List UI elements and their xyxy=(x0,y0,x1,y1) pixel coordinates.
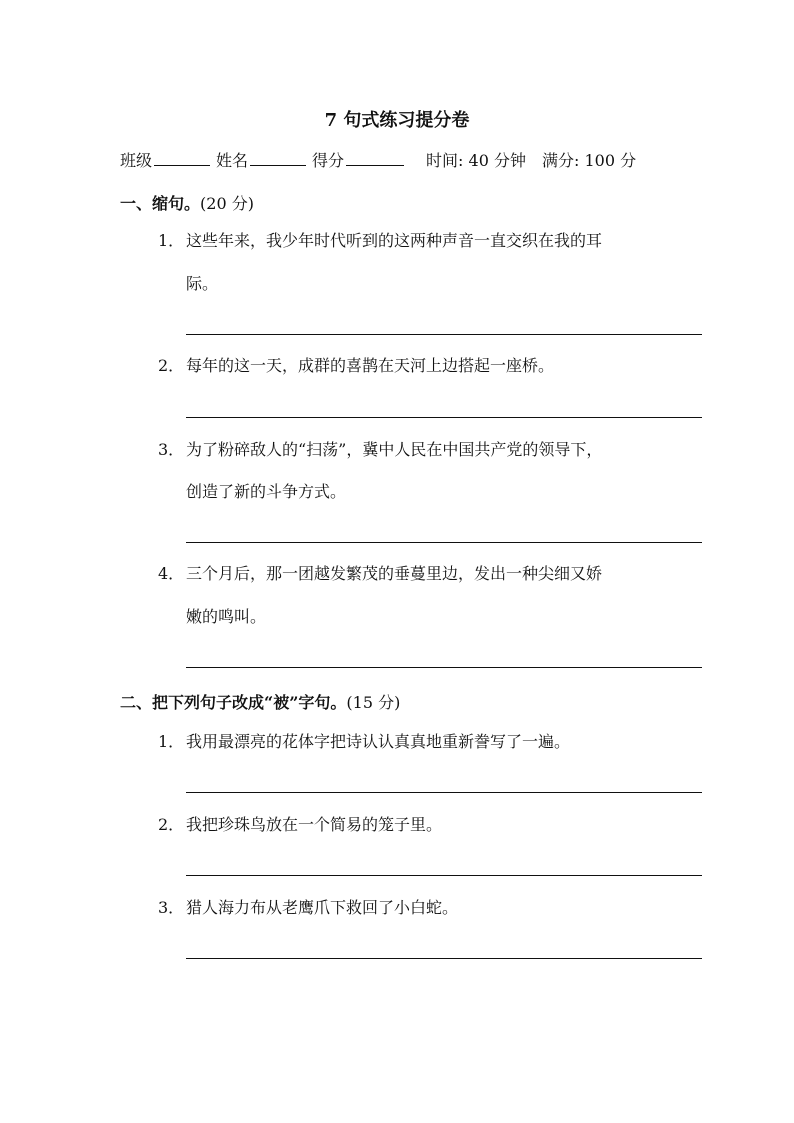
question-text-line: 嫩的鸣叫。 xyxy=(186,607,267,626)
time-text: 时间: 40 分钟 xyxy=(426,151,526,170)
question-number: 3． xyxy=(158,898,185,917)
section-2-points: (15 分) xyxy=(346,693,401,712)
score-blank[interactable] xyxy=(346,149,404,166)
question-text-line: 创造了新的斗争方式。 xyxy=(186,482,347,501)
name-blank[interactable] xyxy=(250,149,306,166)
answer-line-1-4[interactable] xyxy=(186,667,702,668)
answer-line-2-2[interactable] xyxy=(186,875,702,876)
question-number: 4． xyxy=(158,564,185,583)
score-label: 得分 xyxy=(312,151,345,170)
question-number: 2． xyxy=(158,356,185,375)
answer-line-1-1[interactable] xyxy=(186,334,702,335)
class-label: 班级 xyxy=(120,151,153,170)
section-1-points: (20 分) xyxy=(200,194,254,213)
question-text-line: 际。 xyxy=(186,274,219,293)
question-text-line: 每年的这一天，成群的喜鹊在天河上边搭起一座桥。 xyxy=(186,356,555,375)
answer-line-1-2[interactable] xyxy=(186,417,702,418)
question-text-line: 猎人海力布从老鹰爪下救回了小白蛇。 xyxy=(186,898,459,917)
question-text-line: 这些年来，我少年时代听到的这两种声音一直交织在我的耳 xyxy=(186,231,603,250)
answer-line-1-3[interactable] xyxy=(186,542,702,543)
question-text-line: 我把珍珠鸟放在一个简易的笼子里。 xyxy=(186,815,443,834)
section-1-title: 一、缩句。 xyxy=(120,194,201,213)
answer-line-2-1[interactable] xyxy=(186,792,702,793)
question-number: 1． xyxy=(158,231,185,250)
section-1-heading xyxy=(120,191,254,214)
question-number: 3． xyxy=(158,440,185,459)
question-text-line: 为了粉碎敌人的“扫荡”，冀中人民在中国共产党的领导下， xyxy=(186,440,603,459)
class-blank[interactable] xyxy=(154,149,210,166)
question-number: 2． xyxy=(158,815,185,834)
question-number: 1． xyxy=(158,732,185,751)
answer-line-2-3[interactable] xyxy=(186,958,702,959)
question-text-line: 我用最漂亮的花体字把诗认认真真地重新誊写了一遍。 xyxy=(186,732,571,751)
section-2-heading xyxy=(120,690,400,713)
question-text-line: 三个月后，那一团越发繁茂的垂蔓里边，发出一种尖细又娇 xyxy=(186,564,603,583)
full-score-text: 满分: 100 分 xyxy=(541,151,637,170)
section-2-title: 二、把下列句子改成“被”字句。 xyxy=(120,693,347,712)
name-label: 姓名 xyxy=(216,151,249,170)
page-title: 7 句式练习提分卷 xyxy=(324,110,470,131)
student-info-row xyxy=(120,148,636,171)
